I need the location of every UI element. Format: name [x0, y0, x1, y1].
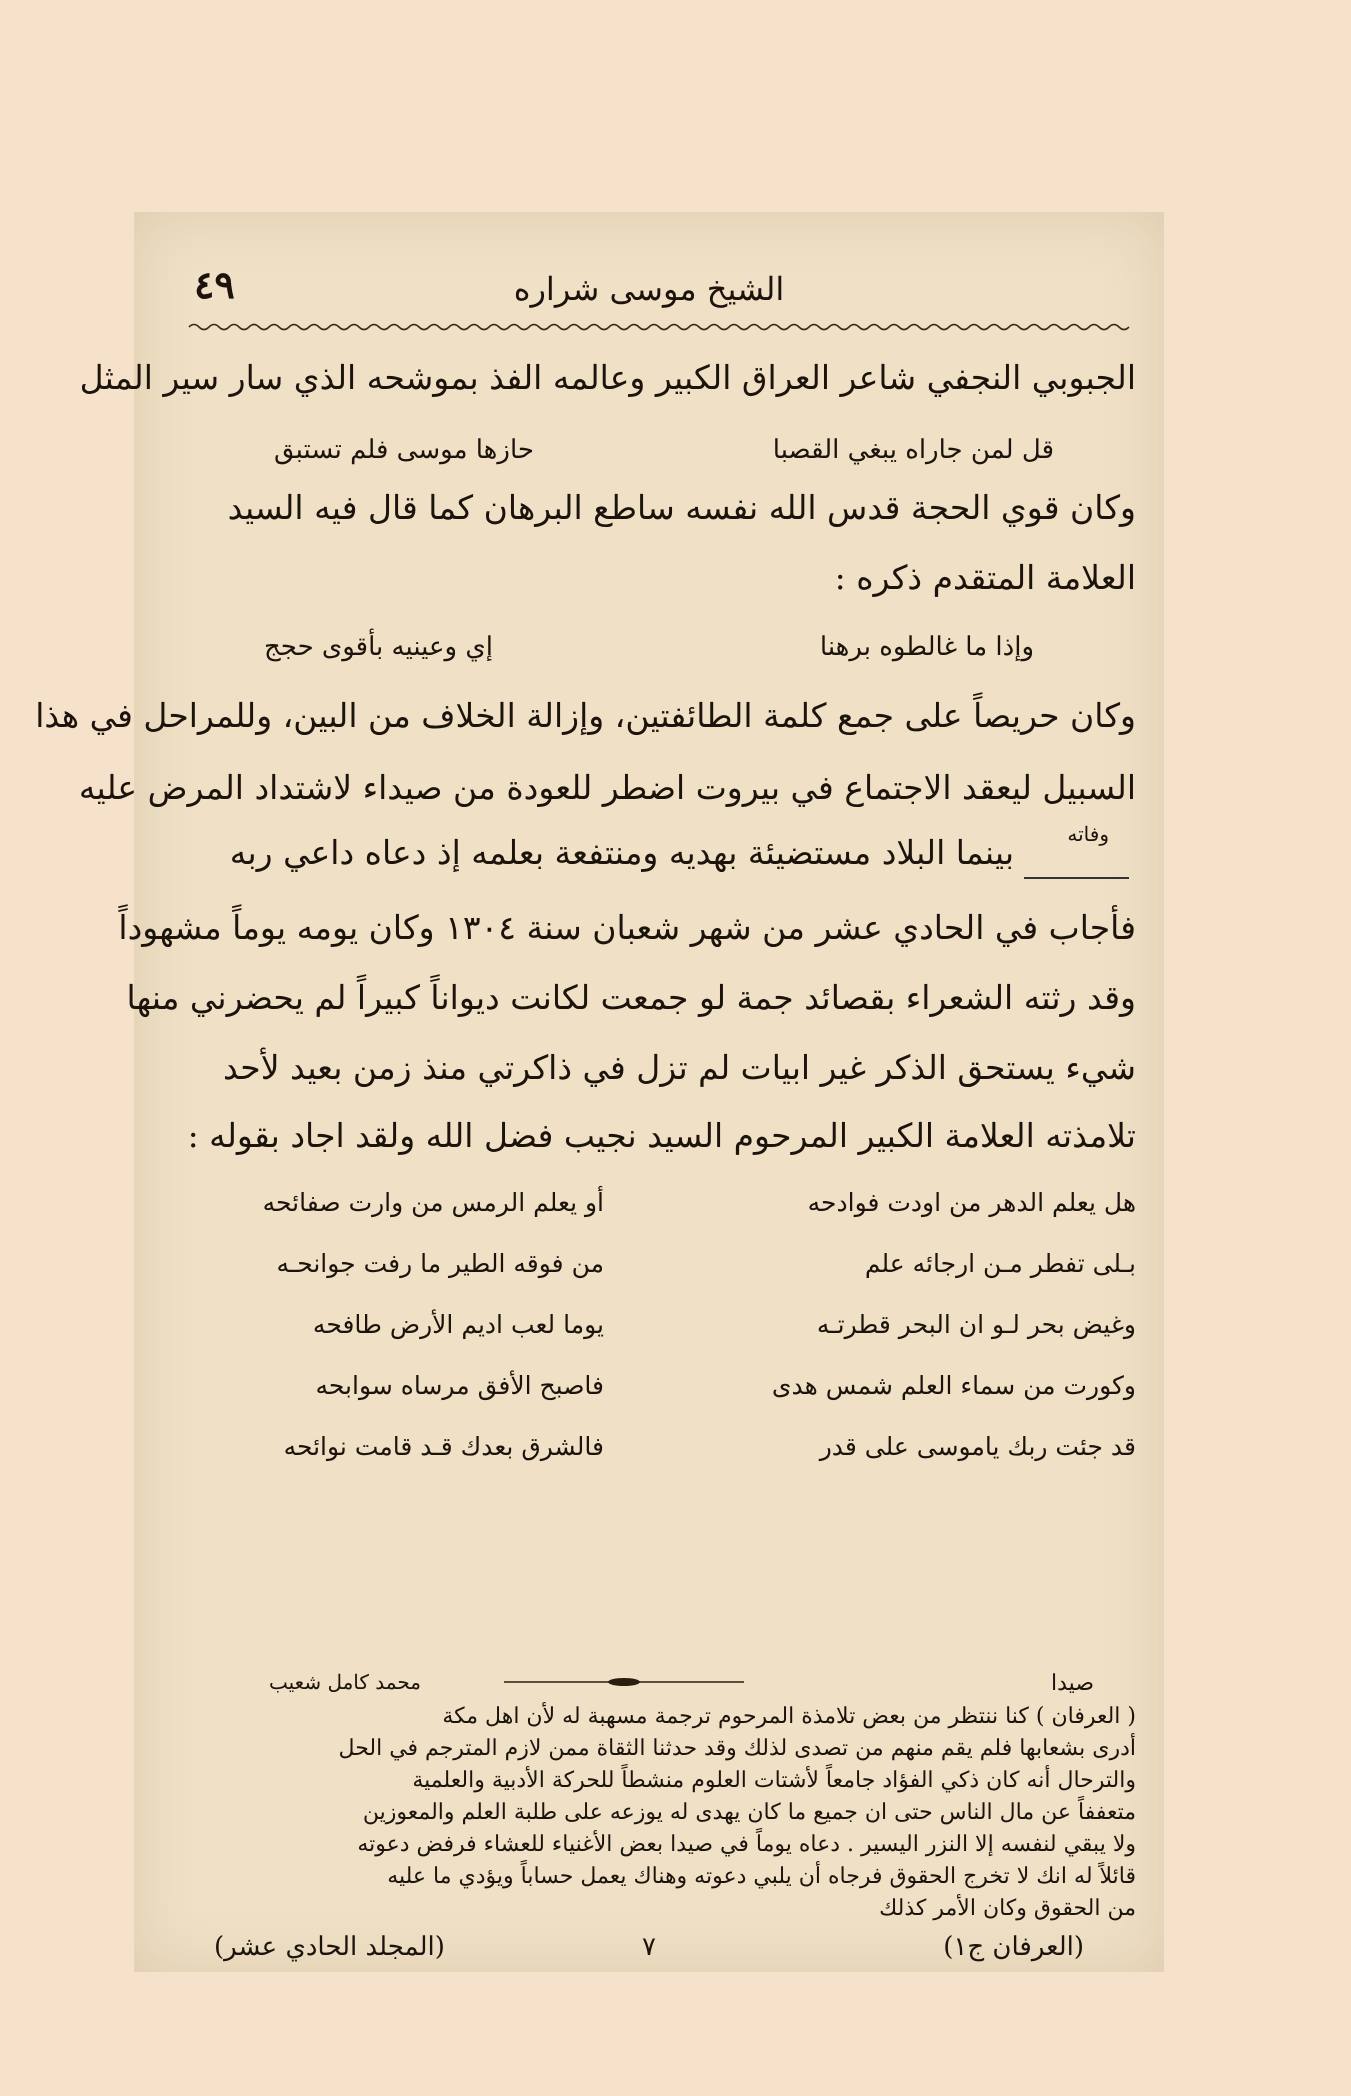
body-line: السبيل ليعقد الاجتماع في بيروت اضطر للعودة من صيداء لاشتداد المرض عليه — [78, 768, 1136, 807]
note-line: أدرى بشعابها فلم يقم منهم من تصدى لذلك وقد حدثنا الثقاة ممن لازم المترجم في الحل — [338, 1736, 1136, 1761]
body-line: وقد رثته الشعراء بقصائد جمة لو جمعت لكانت ديواناً كبيراً لم يحضرني منها — [126, 978, 1136, 1017]
body-line: شيء يستحق الذكر غير ابيات لم تزل في ذاكرتي منذ زمن بعيد لأحد — [222, 1048, 1136, 1087]
running-title: الشيخ موسى شراره — [513, 270, 785, 308]
poem-hemistich: وكورت من سماء العلم شمس هدى — [771, 1371, 1136, 1400]
poem-place: صيدا — [1051, 1671, 1094, 1696]
footer-sheet-number: ٧ — [642, 1932, 656, 1962]
margin-rule — [1024, 877, 1129, 879]
note-line: متعففاً عن مال الناس حتى ان جميع ما كان يهدى له يوزعه على طلبة العلم والمعوزين — [362, 1800, 1136, 1825]
body-line: فأجاب في الحادي عشر من شهر شعبان سنة ١٣٠٤ وكان يومه يوماً مشهوداً — [118, 908, 1136, 947]
body-line: تلامذته العلامة الكبير المرحوم السيد نجيب فضل الله ولقد اجاد بقوله : — [187, 1116, 1136, 1155]
poem-hemistich: قد جئت ربك ياموسى على قدر — [819, 1432, 1136, 1461]
note-line: قائلاً له انك لا تخرج الحقوق فرجاه أن يلبي دعوته وهناك يعمل حساباً ويؤدي ما عليه — [387, 1864, 1136, 1889]
body-line: بينما البلاد مستضيئة بهديه ومنتفعة بعلمه إذ دعاه داعي ربه — [229, 833, 1014, 872]
page-footer — [174, 1932, 1124, 1972]
running-header — [184, 262, 1114, 322]
section-separator — [504, 1677, 744, 1687]
verse-hemistich-left: إي وعينيه بأقوى حجج — [264, 632, 493, 662]
poem-hemistich: فاصبح الأفق مرساه سوابحه — [315, 1371, 604, 1400]
poem-right-column — [696, 1172, 1136, 1477]
footer-volume: (المجلد الحادي عشر) — [214, 1932, 445, 1962]
verse-hemistich-right: قل لمن جاراه يبغي القصبا — [772, 435, 1054, 465]
scanned-page — [35, 212, 1164, 1972]
note-line: من الحقوق وكان الأمر كذلك — [879, 1896, 1136, 1921]
poem-hemistich: من فوقه الطير ما رفت جوانحـه — [276, 1249, 604, 1278]
poem-left-column — [204, 1172, 604, 1477]
body-line: وكان قوي الحجة قدس الله نفسه ساطع البرهان كما قال فيه السيد — [227, 488, 1136, 527]
poem-hemistich: بـلى تفطر مـن ارجائه علم — [864, 1249, 1136, 1278]
body-line: وكان حريصاً على جمع كلمة الطائفتين، وإزالة الخلاف من البين، وللمراحل في هذا — [35, 696, 1136, 735]
verse-hemistich-right: وإذا ما غالطوه برهنا — [819, 632, 1034, 662]
poem-hemistich: يوما لعب اديم الأرض طافحه — [312, 1310, 604, 1339]
page-number: ٤٩ — [194, 262, 235, 307]
poem-hemistich: هل يعلم الدهر من اودت فوادحه — [807, 1188, 1136, 1217]
footer-journal: (العرفان ج١) — [943, 1932, 1084, 1962]
verse-hemistich-left: حازها موسى فلم تستبق — [274, 435, 534, 465]
poem-hemistich: وغيض بحر لـو ان البحر قطرتـه — [816, 1310, 1136, 1339]
note-line: ( العرفان ) كنا ننتظر من بعض تلامذة المرحوم ترجمة مسهبة له لأن اهل مكة — [442, 1704, 1136, 1729]
body-line: الجبوبي النجفي شاعر العراق الكبير وعالمه الفذ بموشحه الذي سار سير المثل — [79, 358, 1136, 397]
note-line: ولا يبقي لنفسه إلا النزر اليسير . دعاه يوماً في صيدا بعض الأغنياء للعشاء فرفض دعوته — [357, 1832, 1136, 1857]
header-rule — [189, 322, 1134, 332]
poem-signature: محمد كامل شعيب — [269, 1670, 421, 1694]
note-line: والترحال أنه كان ذكي الفؤاد جامعاً لأشتات العلوم منشطاً للحركة الأدبية والعلمية — [412, 1768, 1136, 1793]
body-line: العلامة المتقدم ذكره : — [834, 558, 1136, 597]
poem-hemistich: فالشرق بعدك قـد قامت نوائحه — [283, 1432, 604, 1461]
poem-hemistich: أو يعلم الرمس من وارت صفائحه — [262, 1188, 604, 1217]
margin-note: وفاته — [1067, 822, 1109, 846]
